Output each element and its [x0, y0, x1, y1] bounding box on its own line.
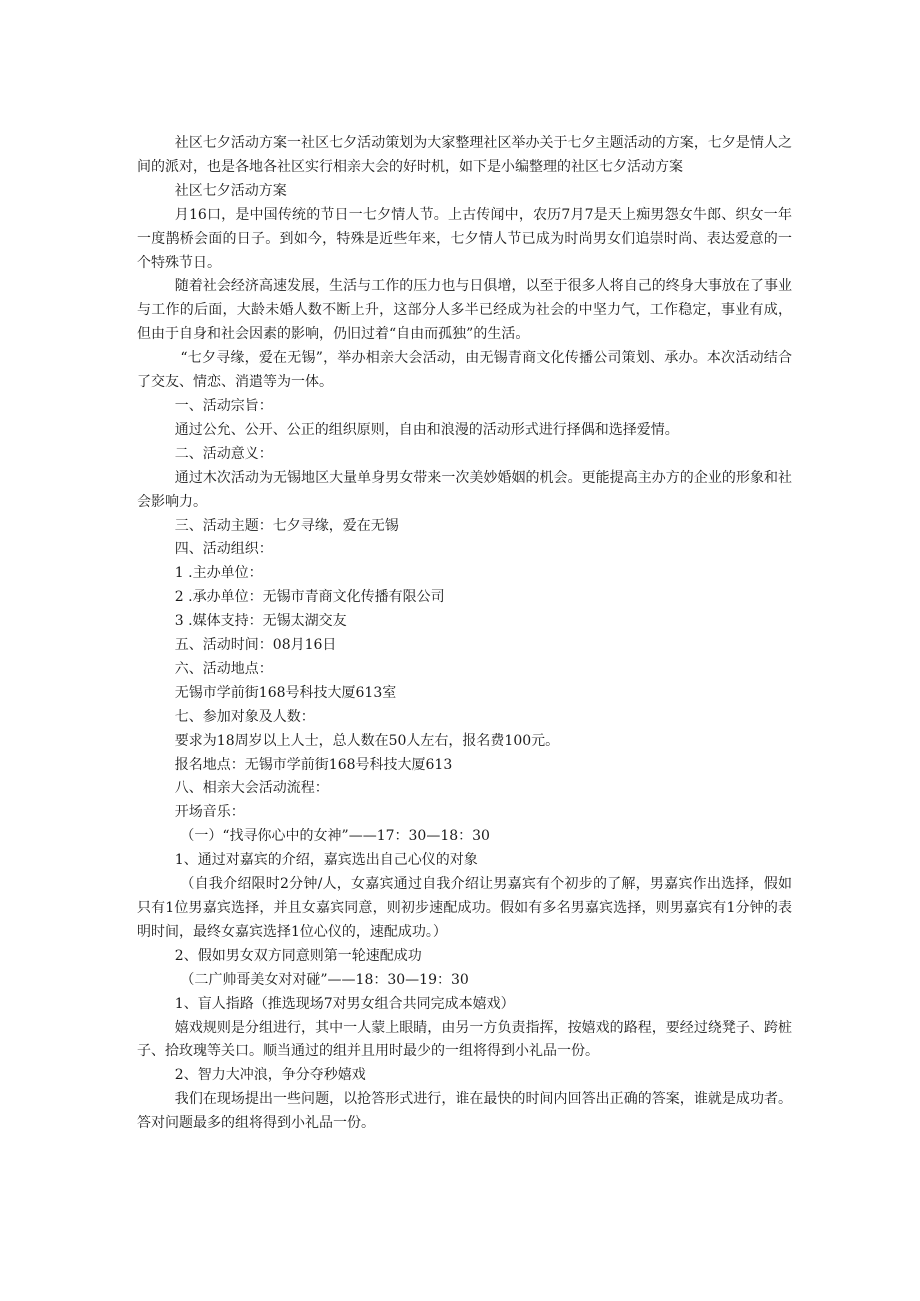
list-item-media: 3 .媒体支持：无锡太湖交友 — [174, 613, 347, 630]
paragraph-intro: 社区七夕活动方案一社区七夕活动策划为大家整理社区举办关于七夕主题活动的方案，七夕是情人之间的派对，也是各地各社区实行相亲大会的好时机，如下是小编整理的社区七夕活动方案 — [137, 135, 792, 175]
paragraph-introduction-rules: （自我介绍限时2分钟/人，女嘉宾通过自我介绍让男嘉宾有个初步的了解，男嘉宾作出选择，假如只有1位男嘉宾选择，并且女嘉宾同意，则初步速配成功。假如有多名男嘉宾选择，则男嘉宾有1分钟的表明时间，最终女嘉宾选择1位心仪的，速配成功。） — [137, 876, 792, 940]
document-body — [137, 132, 792, 1136]
paragraph-participants: 要求为18周岁以上人士，总人数在50人左右，报名费100元。 — [174, 732, 560, 749]
paragraph-registration: 报名地点：无锡市学前街168号科技大厦613 — [174, 756, 453, 773]
paragraph-purpose: 通过公允、公开、公正的组织原则，自由和浪漫的活动形式进行择偶和选择爱情。 — [174, 421, 679, 438]
paragraph-subtitle: 社区七夕活动方案 — [174, 182, 287, 199]
heading-significance: 二、活动意义： — [174, 445, 273, 462]
list-item-host: 1 .主办单位： — [174, 565, 263, 582]
heading-time: 五、活动时间：08月16日 — [174, 637, 337, 654]
heading-purpose: 一、活动宗旨： — [174, 397, 273, 414]
heading-organization: 四、活动组织： — [174, 541, 273, 558]
list-item-blind-guide: 1、盲人指路（推选现场7对男女组合共同完成本嬉戏） — [174, 995, 515, 1012]
paragraph-opening-music: 开场音乐： — [174, 804, 245, 821]
list-item-quiz: 2、智力大冲浪，争分夺秒嬉戏 — [174, 1067, 366, 1084]
paragraph-game-rules: 嬉戏规则是分组进行，其中一人蒙上眼睛，由另一方负责指挥，按嬉戏的路程，要经过绕凳子、跨桩子、拾玫瑰等关口。顺当通过的组并且用时最少的一组将得到小礼品一份。 — [137, 1019, 792, 1060]
heading-theme: 三、活动主题：七夕寻缘，爱在无锡 — [174, 517, 399, 534]
paragraph-event-intro: “七夕寻缘，爱在无锡”，举办相亲大会活动，由无锡青商文化传播公司策划、承办。本次活动结合了交友、情恋、消遣等为一体。 — [137, 350, 792, 391]
heading-process: 八、相亲大会活动流程： — [174, 780, 329, 797]
paragraph-location: 无锡市学前街168号科技大厦613室 — [174, 684, 397, 701]
list-item-organizer: 2 .承办单位：无锡市青商文化传播有限公司 — [174, 589, 445, 606]
paragraph-quiz-rules: 我们在现场提出一些问题，以抢答形式进行，谁在最快的时间内回答出正确的答案，谁就是成功者。答对问题最多的组将得到小礼品一份。 — [137, 1091, 792, 1132]
paragraph-context: 随着社会经济高速发展，生活与工作的压力也与日俱增，以至于很多人将自己的终身大事放在了事业与工作的后面，大龄未婚人数不断上升，这部分人多半已经成为社会的中坚力气，工作稳定，事业有成，但由于自身和社会因素的影响，仍旧过着“自由而孤独”的生活。 — [137, 278, 792, 343]
paragraph-significance: 通过木次活动为无锡地区大量单身男女带来一次美妙婚姻的机会。更能提高主办方的企业的形象和社会影响力。 — [137, 469, 792, 510]
heading-session-one: （一）“找寻你心中的女神”——17：30—18：30 — [180, 828, 490, 845]
heading-location: 六、活动地点： — [174, 660, 273, 677]
list-item-match-success: 2、假如男女双方同意则第一轮速配成功 — [174, 947, 422, 964]
list-item-introduction: 1、通过对嘉宾的介绍，嘉宾选出自己心仪的对象 — [174, 852, 478, 869]
paragraph-background: 月16口，是中国传统的节日一七夕情人节。上古传闻中，农历7月7是天上痴男怨女牛郎、织女一年一度鹊桥会面的日子。到如今，特殊是近些年来，七夕情人节已成为时尚男女们追崇时尚、表达爱意的一个特殊节日。 — [137, 206, 792, 271]
heading-participants: 七、参加对象及人数： — [174, 708, 315, 725]
heading-session-two: （二广帅哥美女对对碰”——18：30—19：30 — [180, 971, 469, 988]
